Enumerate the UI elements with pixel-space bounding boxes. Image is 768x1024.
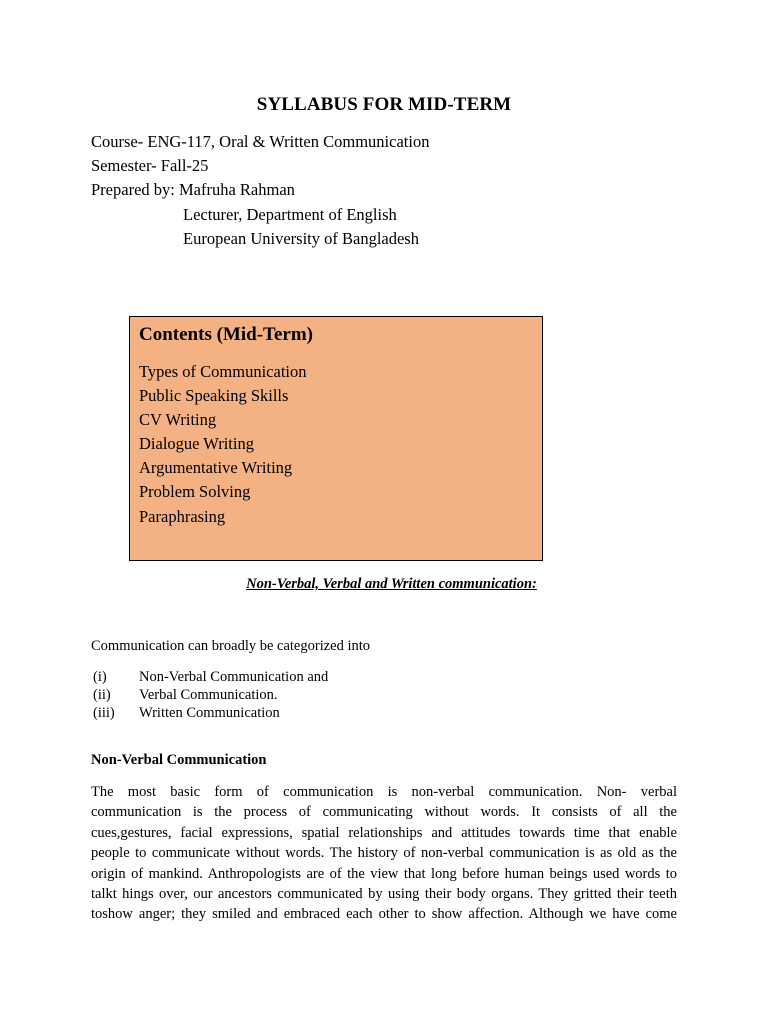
prepared-by-line: Prepared by: Mafruha Rahman <box>91 180 295 200</box>
list-item-number: (iii) <box>93 705 115 721</box>
section-heading: Non-Verbal, Verbal and Written communication: <box>246 576 537 592</box>
contents-item: Problem Solving <box>139 482 251 502</box>
paragraph-line: talkt hings over, our ancestors communicated by using their body organs. They gritted their teeth <box>91 886 677 903</box>
contents-title: Contents (Mid-Term) <box>139 324 313 345</box>
course-info <box>91 130 429 251</box>
paragraph-line: communication is the process of communicating without words. It consists of all the <box>91 804 677 821</box>
contents-item: Dialogue Writing <box>139 434 254 454</box>
list-item-label: Written Communication <box>139 705 280 721</box>
category-list <box>93 668 328 722</box>
paragraph-line: origin of mankind. Anthropologists are of the view that long before human beings used words to <box>91 865 677 882</box>
course-line: Course- ENG-117, Oral & Written Communication <box>91 132 430 151</box>
list-item <box>93 686 328 704</box>
list-item-number: (i) <box>93 669 107 685</box>
semester-line: Semester- Fall-25 <box>91 156 209 176</box>
list-item-label: Verbal Communication. <box>139 687 278 703</box>
paragraph-line: The most basic form of communication is non-verbal communication. Non- verbal <box>91 784 677 800</box>
list-item <box>93 668 328 686</box>
paragraph-line: people to communicate without words. The history of non-verbal communication is as old as the <box>91 845 677 862</box>
paragraph-line: cues,gestures, facial expressions, spatial relationships and attitudes towards time that enable <box>91 824 677 841</box>
intro-text: Communication can broadly be categorized into <box>91 638 371 654</box>
list-item-label: Non-Verbal Communication and <box>139 669 329 685</box>
subsection-heading: Non-Verbal Communication <box>91 752 267 768</box>
contents-item: Argumentative Writing <box>139 458 293 478</box>
contents-box <box>129 316 543 561</box>
position-line: Lecturer, Department of English <box>183 204 397 224</box>
contents-list <box>139 360 533 529</box>
list-item-number: (ii) <box>93 687 111 703</box>
page-title: SYLLABUS FOR MID-TERM <box>256 94 512 115</box>
contents-item: Types of Communication <box>139 362 307 381</box>
paragraph-line: toshow anger; they smiled and embraced each other to show affection. Although we have come <box>91 906 677 923</box>
contents-item: CV Writing <box>139 410 217 430</box>
contents-item: Public Speaking Skills <box>139 386 289 406</box>
contents-item: Paraphrasing <box>139 506 226 526</box>
institution-line: European University of Bangladesh <box>183 228 419 248</box>
list-item <box>93 704 328 722</box>
body-paragraph <box>91 782 677 925</box>
